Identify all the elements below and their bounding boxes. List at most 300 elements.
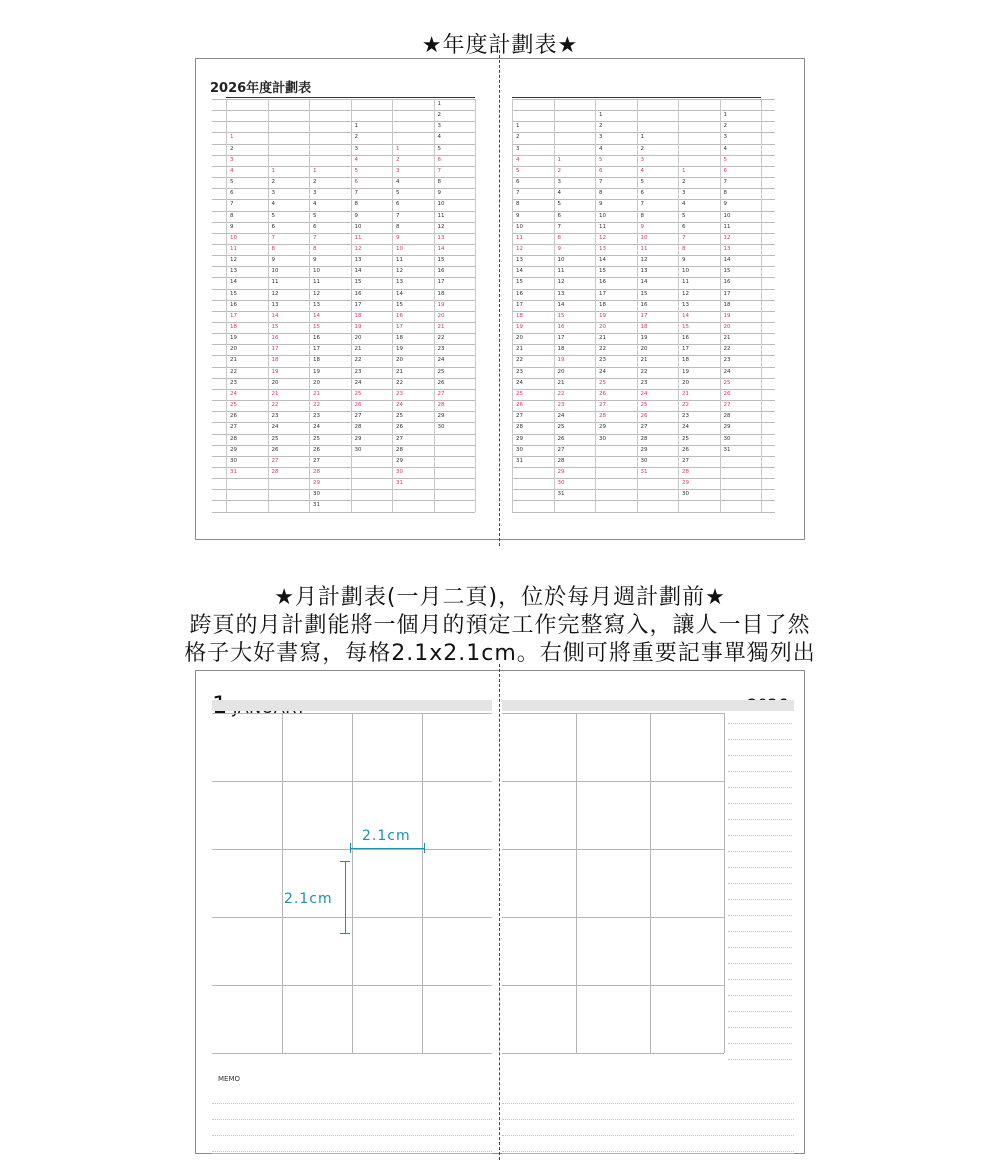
yearly-day-number: 12 xyxy=(354,245,362,252)
yearly-day-number: 2 xyxy=(640,145,644,152)
yearly-day-number: 17 xyxy=(437,279,445,286)
yearly-day-number: 8 xyxy=(230,212,234,219)
yearly-day-number: 22 xyxy=(313,402,320,409)
yearly-day-number: 22 xyxy=(230,368,237,375)
yearly-day-number: 24 xyxy=(599,368,606,375)
yearly-day-number: 16 xyxy=(599,279,606,286)
yearly-planner-title: 2026年度計劃表 xyxy=(210,81,312,96)
yearly-day-number: 19 xyxy=(271,368,279,375)
measure-width-label: 2.1cm xyxy=(362,828,411,844)
yearly-row-line xyxy=(512,489,775,490)
yearly-day-number: 8 xyxy=(682,245,686,252)
yearly-day-number: 5 xyxy=(354,167,358,174)
yearly-day-number: 17 xyxy=(640,312,648,319)
yearly-day-number: 4 xyxy=(557,190,561,197)
yearly-day-number: 28 xyxy=(230,435,237,442)
yearly-day-number: 17 xyxy=(682,346,689,353)
yearly-day-number: 2 xyxy=(230,145,234,152)
yearly-day-number: 9 xyxy=(354,212,358,219)
yearly-day-number: 6 xyxy=(599,167,603,174)
yearly-day-number: 8 xyxy=(271,245,275,252)
yearly-day-number: 28 xyxy=(557,457,565,464)
yearly-month-header xyxy=(512,89,554,98)
notes-line xyxy=(728,803,792,804)
yearly-day-number: 13 xyxy=(437,234,445,241)
yearly-row-line xyxy=(212,456,475,457)
notes-line xyxy=(728,739,792,740)
yearly-row-line xyxy=(512,155,775,156)
yearly-day-number: 9 xyxy=(557,245,561,252)
yearly-day-number: 29 xyxy=(313,480,320,487)
day-col-line xyxy=(724,713,725,1053)
day-col-line xyxy=(352,713,353,1053)
yearly-row-line xyxy=(512,144,775,145)
yearly-row-line xyxy=(212,478,475,479)
memo-line xyxy=(212,1119,492,1120)
yearly-day-number: 4 xyxy=(313,201,317,208)
yearly-day-number: 14 xyxy=(230,279,237,286)
measure-height-tick-bottom xyxy=(340,933,350,934)
yearly-day-number: 1 xyxy=(354,123,358,130)
yearly-col-line xyxy=(268,99,269,512)
notes-line xyxy=(728,835,792,836)
day-col-line xyxy=(650,713,651,1053)
yearly-row-line xyxy=(512,478,775,479)
yearly-day-number: 21 xyxy=(396,368,403,375)
yearly-day-number: 6 xyxy=(723,167,727,174)
yearly-day-number: 4 xyxy=(640,167,644,174)
yearly-day-number: 10 xyxy=(313,268,320,275)
yearly-row-line xyxy=(512,177,775,178)
monthly-heading-line-2: 跨頁的月計劃能將一個月的預定工作完整寫入，讓人一目了然 xyxy=(189,613,811,638)
yearly-day-number: 19 xyxy=(723,312,731,319)
yearly-month-header xyxy=(309,89,351,98)
yearly-day-number: 15 xyxy=(396,301,403,308)
yearly-day-number: 30 xyxy=(599,435,606,442)
yearly-day-number: 10 xyxy=(271,268,279,275)
yearly-col-line xyxy=(761,99,762,512)
yearly-day-number: 26 xyxy=(271,446,279,453)
yearly-day-number: 7 xyxy=(313,234,317,241)
yearly-day-number: 26 xyxy=(640,413,648,420)
yearly-row-line xyxy=(512,411,775,412)
yearly-row-line xyxy=(212,500,475,501)
yearly-day-number: 24 xyxy=(313,424,320,431)
yearly-day-number: 22 xyxy=(271,402,279,409)
yearly-day-number: 23 xyxy=(437,346,445,353)
yearly-day-number: 29 xyxy=(396,457,403,464)
yearly-day-number: 27 xyxy=(682,457,689,464)
yearly-day-number: 21 xyxy=(723,335,731,342)
yearly-day-number: 9 xyxy=(437,190,441,197)
yearly-day-number: 29 xyxy=(682,480,689,487)
yearly-day-number: 15 xyxy=(271,324,279,330)
yearly-day-number: 3 xyxy=(557,179,561,186)
yearly-day-number: 19 xyxy=(396,346,403,353)
yearly-day-number: 5 xyxy=(516,167,520,174)
yearly-row-line xyxy=(512,277,775,278)
yearly-day-number: 30 xyxy=(557,480,565,487)
yearly-row-line xyxy=(212,166,475,167)
yearly-day-number: 22 xyxy=(640,368,648,375)
yearly-day-number: 31 xyxy=(396,480,403,487)
yearly-day-number: 1 xyxy=(271,167,275,174)
yearly-day-number: 30 xyxy=(640,457,648,464)
yearly-day-number: 11 xyxy=(640,245,648,252)
yearly-day-number: 24 xyxy=(640,390,648,397)
yearly-row-line xyxy=(212,512,475,513)
yearly-day-number: 23 xyxy=(640,379,648,386)
yearly-day-number: 23 xyxy=(557,402,565,409)
yearly-day-number: 10 xyxy=(230,234,237,241)
yearly-day-number: 11 xyxy=(437,212,445,219)
yearly-day-number: 10 xyxy=(437,201,445,208)
yearly-day-number: 19 xyxy=(599,312,606,319)
yearly-day-number: 12 xyxy=(437,223,445,230)
yearly-day-number: 20 xyxy=(354,335,362,342)
yearly-day-number: 5 xyxy=(396,190,400,197)
yearly-day-number: 7 xyxy=(354,190,358,197)
yearly-day-number: 13 xyxy=(396,279,403,286)
yearly-row-line xyxy=(512,188,775,189)
memo-line xyxy=(212,1103,492,1104)
notes-line xyxy=(728,723,792,724)
yearly-day-number: 21 xyxy=(313,390,320,397)
yearly-row-line xyxy=(512,467,775,468)
yearly-row-line xyxy=(512,289,775,290)
yearly-day-number: 24 xyxy=(557,413,565,420)
yearly-day-number: 3 xyxy=(313,190,317,197)
yearly-day-number: 25 xyxy=(396,413,403,420)
yearly-row-line xyxy=(512,266,775,267)
dow-bar-left xyxy=(212,700,492,711)
yearly-planner xyxy=(195,58,805,540)
yearly-day-number: 25 xyxy=(437,368,445,375)
notes-line xyxy=(728,995,792,996)
yearly-day-number: 8 xyxy=(599,190,603,197)
yearly-row-line xyxy=(212,489,475,490)
yearly-day-number: 18 xyxy=(354,312,362,319)
yearly-row-line xyxy=(212,233,475,234)
yearly-day-number: 9 xyxy=(313,257,317,264)
yearly-day-number: 27 xyxy=(599,402,606,409)
yearly-day-number: 2 xyxy=(437,112,441,119)
yearly-day-number: 17 xyxy=(516,301,523,308)
yearly-col-line xyxy=(309,99,310,512)
yearly-day-number: 25 xyxy=(557,424,565,431)
yearly-day-number: 25 xyxy=(516,390,523,397)
yearly-row-line xyxy=(512,500,775,501)
yearly-col-line xyxy=(392,99,393,512)
yearly-day-number: 27 xyxy=(723,402,731,409)
measure-height-label: 2.1cm xyxy=(284,891,333,907)
yearly-day-number: 13 xyxy=(723,245,731,252)
yearly-day-number: 27 xyxy=(437,390,445,397)
yearly-day-number: 12 xyxy=(271,290,279,297)
yearly-row-line xyxy=(212,132,475,133)
yearly-row-line xyxy=(212,255,475,256)
yearly-day-number: 31 xyxy=(640,468,648,475)
yearly-day-number: 12 xyxy=(682,290,689,297)
yearly-row-line xyxy=(212,300,475,301)
yearly-day-number: 15 xyxy=(230,290,237,297)
yearly-day-number: 28 xyxy=(396,446,403,453)
yearly-day-number: 30 xyxy=(682,491,689,498)
yearly-day-number: 24 xyxy=(271,424,279,431)
yearly-row-line xyxy=(512,378,775,379)
yearly-day-number: 23 xyxy=(723,357,731,364)
yearly-row-line xyxy=(212,344,475,345)
yearly-day-number: 16 xyxy=(723,279,731,286)
notes-line xyxy=(728,771,792,772)
yearly-day-number: 24 xyxy=(682,424,689,431)
yearly-day-number: 18 xyxy=(682,357,689,364)
yearly-day-number: 12 xyxy=(396,268,403,275)
yearly-day-number: 22 xyxy=(516,357,523,364)
yearly-day-number: 25 xyxy=(230,402,237,409)
yearly-day-number: 18 xyxy=(437,290,445,297)
memo-line xyxy=(502,1119,794,1120)
yearly-day-number: 14 xyxy=(682,312,689,319)
monthly-planner xyxy=(195,670,805,1154)
yearly-day-number: 18 xyxy=(230,324,237,330)
yearly-day-number: 3 xyxy=(271,190,275,197)
yearly-day-number: 21 xyxy=(516,346,523,353)
yearly-day-number: 3 xyxy=(682,190,686,197)
yearly-day-number: 29 xyxy=(437,413,445,420)
yearly-day-number: 5 xyxy=(599,156,603,163)
yearly-row-line xyxy=(512,121,775,122)
yearly-day-number: 9 xyxy=(271,257,275,264)
yearly-day-number: 10 xyxy=(354,223,362,230)
yearly-day-number: 10 xyxy=(640,234,648,241)
yearly-day-number: 19 xyxy=(313,368,320,375)
yearly-day-number: 21 xyxy=(682,390,689,397)
memo-line xyxy=(502,1135,794,1136)
yearly-day-number: 23 xyxy=(396,390,403,397)
yearly-row-line xyxy=(212,188,475,189)
yearly-day-number: 13 xyxy=(682,301,689,308)
yearly-day-number: 20 xyxy=(516,335,523,342)
notes-line xyxy=(728,915,792,916)
yearly-day-number: 11 xyxy=(396,257,403,264)
measure-width-line xyxy=(350,848,424,849)
yearly-day-number: 29 xyxy=(723,424,731,431)
yearly-day-number: 30 xyxy=(516,446,523,453)
yearly-day-number: 21 xyxy=(599,335,606,342)
yearly-day-number: 26 xyxy=(557,435,565,442)
yearly-day-number: 14 xyxy=(313,312,320,319)
yearly-day-number: 21 xyxy=(354,346,362,353)
yearly-col-line xyxy=(512,99,513,512)
yearly-day-number: 1 xyxy=(682,167,686,174)
yearly-row-line xyxy=(512,132,775,133)
yearly-day-number: 16 xyxy=(354,290,362,297)
yearly-day-number: 12 xyxy=(640,257,648,264)
yearly-day-number: 9 xyxy=(396,234,400,241)
yearly-row-line xyxy=(212,322,475,323)
memo-label: MEMO xyxy=(218,1075,241,1083)
week-row-line xyxy=(502,917,724,918)
yearly-day-number: 31 xyxy=(516,457,523,464)
yearly-col-line xyxy=(678,99,679,512)
yearly-day-number: 17 xyxy=(723,290,731,297)
yearly-day-number: 20 xyxy=(557,368,565,375)
yearly-day-number: 31 xyxy=(723,446,731,453)
yearly-day-number: 8 xyxy=(516,201,520,208)
yearly-day-number: 7 xyxy=(437,167,441,174)
yearly-row-line xyxy=(212,355,475,356)
measure-height-tick-top xyxy=(340,861,350,862)
yearly-day-number: 28 xyxy=(516,424,523,431)
yearly-day-number: 27 xyxy=(640,424,648,431)
yearly-day-number: 14 xyxy=(640,279,648,286)
yearly-day-number: 19 xyxy=(557,357,565,364)
yearly-day-number: 18 xyxy=(723,301,731,308)
yearly-day-number: 26 xyxy=(313,446,320,453)
yearly-day-number: 8 xyxy=(396,223,400,230)
yearly-day-number: 19 xyxy=(516,324,523,330)
yearly-day-number: 7 xyxy=(396,212,400,219)
yearly-day-number: 25 xyxy=(723,379,731,386)
yearly-day-number: 13 xyxy=(230,268,237,275)
yearly-row-line xyxy=(212,110,475,111)
yearly-day-number: 6 xyxy=(271,223,275,230)
day-col-line xyxy=(422,713,423,1053)
yearly-day-number: 7 xyxy=(640,201,644,208)
notes-line xyxy=(728,819,792,820)
day-col-line xyxy=(576,713,577,1053)
yearly-day-number: 13 xyxy=(599,245,606,252)
yearly-day-number: 1 xyxy=(640,134,644,141)
yearly-day-number: 3 xyxy=(396,167,400,174)
yearly-day-number: 19 xyxy=(230,335,237,342)
yearly-day-number: 30 xyxy=(396,468,403,475)
yearly-day-number: 10 xyxy=(723,212,731,219)
yearly-day-number: 13 xyxy=(640,268,648,275)
yearly-fold-line xyxy=(499,50,500,546)
yearly-day-number: 15 xyxy=(437,257,445,264)
yearly-day-number: 26 xyxy=(354,402,362,409)
yearly-day-number: 7 xyxy=(599,179,603,186)
yearly-day-number: 24 xyxy=(396,402,403,409)
yearly-day-number: 1 xyxy=(396,145,400,152)
yearly-day-number: 18 xyxy=(640,324,648,330)
yearly-day-number: 4 xyxy=(230,167,234,174)
yearly-row-line xyxy=(512,255,775,256)
yearly-month-header xyxy=(434,89,476,98)
yearly-day-number: 6 xyxy=(516,179,520,186)
yearly-day-number: 23 xyxy=(230,379,237,386)
yearly-day-number: 11 xyxy=(723,223,731,230)
yearly-day-number: 12 xyxy=(230,257,237,264)
measure-width-tick-right xyxy=(424,843,425,853)
yearly-day-number: 16 xyxy=(396,312,403,319)
yearly-row-line xyxy=(512,367,775,368)
yearly-row-line xyxy=(212,389,475,390)
yearly-row-line xyxy=(212,144,475,145)
yearly-day-number: 1 xyxy=(313,167,317,174)
yearly-day-number: 5 xyxy=(230,179,234,186)
yearly-row-line xyxy=(212,445,475,446)
yearly-day-number: 8 xyxy=(354,201,358,208)
yearly-day-number: 11 xyxy=(682,279,689,286)
yearly-day-number: 13 xyxy=(516,257,523,264)
yearly-day-number: 15 xyxy=(682,324,689,330)
monthly-heading-line-3: 格子大好書寫，每格2.1x2.1cm。右側可將重要記事單獨列出 xyxy=(184,641,816,666)
yearly-row-line xyxy=(512,445,775,446)
yearly-day-number: 12 xyxy=(557,279,565,286)
yearly-day-number: 28 xyxy=(313,468,320,475)
yearly-day-number: 9 xyxy=(516,212,520,219)
yearly-day-number: 5 xyxy=(682,212,686,219)
yearly-day-number: 24 xyxy=(230,390,237,397)
yearly-day-number: 30 xyxy=(313,491,320,498)
yearly-day-number: 6 xyxy=(313,223,317,230)
yearly-month-header xyxy=(720,89,762,98)
yearly-day-number: 20 xyxy=(396,357,403,364)
yearly-day-number: 10 xyxy=(682,268,689,275)
week-row-line xyxy=(502,849,724,850)
yearly-day-number: 25 xyxy=(313,435,320,442)
yearly-day-number: 4 xyxy=(723,145,727,152)
yearly-day-number: 20 xyxy=(723,324,731,330)
yearly-day-number: 27 xyxy=(313,457,320,464)
yearly-row-line xyxy=(512,456,775,457)
yearly-day-number: 29 xyxy=(516,435,523,442)
yearly-day-number: 25 xyxy=(682,435,689,442)
yearly-day-number: 5 xyxy=(640,179,644,186)
yearly-day-number: 14 xyxy=(396,290,403,297)
yearly-day-number: 20 xyxy=(640,346,648,353)
week-row-line xyxy=(502,713,724,714)
yearly-day-number: 28 xyxy=(354,424,362,431)
yearly-day-number: 8 xyxy=(640,212,644,219)
yearly-day-number: 4 xyxy=(599,145,603,152)
yearly-row-line xyxy=(512,300,775,301)
yearly-day-number: 16 xyxy=(313,335,320,342)
yearly-day-number: 9 xyxy=(682,257,686,264)
yearly-day-number: 30 xyxy=(437,424,445,431)
notes-line xyxy=(728,1027,792,1028)
yearly-day-number: 1 xyxy=(230,134,234,141)
dow-bar-right xyxy=(502,700,794,711)
yearly-row-line xyxy=(512,166,775,167)
yearly-day-number: 7 xyxy=(723,179,727,186)
memo-bottom-line xyxy=(212,1153,492,1154)
yearly-day-number: 8 xyxy=(723,190,727,197)
yearly-day-number: 17 xyxy=(354,301,362,308)
yearly-row-line xyxy=(512,422,775,423)
yearly-month-header xyxy=(595,89,637,98)
yearly-day-number: 14 xyxy=(516,268,523,275)
yearly-day-number: 31 xyxy=(557,491,565,498)
yearly-day-number: 29 xyxy=(354,435,362,442)
yearly-day-number: 2 xyxy=(313,179,317,186)
yearly-day-number: 7 xyxy=(271,234,275,241)
notes-line xyxy=(728,755,792,756)
yearly-row-line xyxy=(512,434,775,435)
yearly-day-number: 2 xyxy=(557,167,561,174)
yearly-day-number: 5 xyxy=(437,145,441,152)
yearly-row-line xyxy=(512,389,775,390)
yearly-day-number: 8 xyxy=(557,234,561,241)
yearly-day-number: 19 xyxy=(354,324,362,330)
yearly-day-number: 30 xyxy=(354,446,362,453)
yearly-day-number: 3 xyxy=(599,134,603,141)
yearly-row-line xyxy=(212,99,475,100)
day-col-line xyxy=(282,713,283,1053)
